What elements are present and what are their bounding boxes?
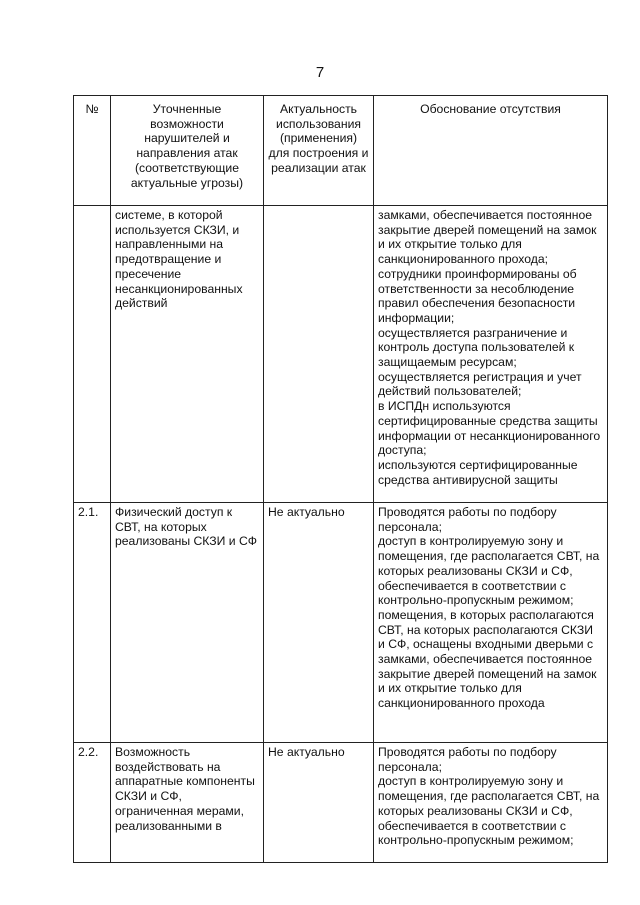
table-header-row xyxy=(74,96,608,206)
row-justification xyxy=(374,743,608,863)
justification-line: Проводятся работы по подбору персонала; xyxy=(378,745,557,774)
header-number: № xyxy=(74,96,111,206)
header-justification: Обоснование отсутствия xyxy=(374,96,608,206)
row-description: системе, в которой используется СКЗИ, и направленными на предотвращение и пресечение несанкционированных действий xyxy=(111,206,264,503)
page-number: 7 xyxy=(315,64,325,81)
justification-line: доступ в контролируемую зону и помещения, где располагается СВТ, на которых реализованы СКЗИ и СФ, обеспечивается в соответствии с контрольно-пропускным режимом; xyxy=(378,774,600,848)
row-justification xyxy=(374,503,608,743)
justification-line: осуществляется разграничение и контроль доступа пользователей к защищаемым ресурсам; xyxy=(378,325,575,370)
row-number: 2.2. xyxy=(74,743,111,863)
justification-line: сотрудники проинформированы об ответственности за несоблюдение правил обеспечения безопасности информации; xyxy=(378,266,577,325)
table-row xyxy=(74,503,608,743)
row-relevance xyxy=(264,206,374,503)
justification-line: помещения, в которых располагаются СВТ, на которых располагаются СКЗИ и СФ, оснащены входными дверьми с замками, обеспечивается постоянное закрытие дверей помещений на замок и их открытие только для санкционированного прохода xyxy=(378,607,597,711)
justification-line: Проводятся работы по подбору персонала; xyxy=(378,505,557,534)
row-relevance: Не актуально xyxy=(264,743,374,863)
header-relevance: Актуальность использования (применения) для построения и реализации атак xyxy=(264,96,374,206)
threat-table xyxy=(73,95,608,863)
justification-line: используются сертифицированные средства антивирусной защиты xyxy=(378,457,578,487)
row-number xyxy=(74,206,111,503)
justification-line: доступ в контролируемую зону и помещения, где располагается СВТ, на которых реализованы СКЗИ и СФ, обеспечивается в соответствии с контрольно-пропускным режимом; xyxy=(378,534,600,608)
row-description: Возможность воздействовать на аппаратные компоненты СКЗИ и СФ, ограниченная мерами, реализованными в xyxy=(111,743,264,863)
justification-line: осуществляется регистрация и учет действий пользователей; xyxy=(378,369,582,399)
header-capabilities: Уточненные возможности нарушителей и направления атак (соответствующие актуальные угрозы) xyxy=(111,96,264,206)
row-relevance: Не актуально xyxy=(264,503,374,743)
table-row xyxy=(74,743,608,863)
justification-line: замками, обеспечивается постоянное закрытие дверей помещений на замок и их открытие только для санкционированного прохода; xyxy=(378,208,597,267)
row-description: Физический доступ к СВТ, на которых реализованы СКЗИ и СФ xyxy=(111,503,264,743)
justification-line: в ИСПДн используются сертифицированные средства защиты информации от несанкционированного доступа; xyxy=(378,399,601,458)
row-justification xyxy=(374,206,608,503)
row-number: 2.1. xyxy=(74,503,111,743)
table-row xyxy=(74,206,608,503)
